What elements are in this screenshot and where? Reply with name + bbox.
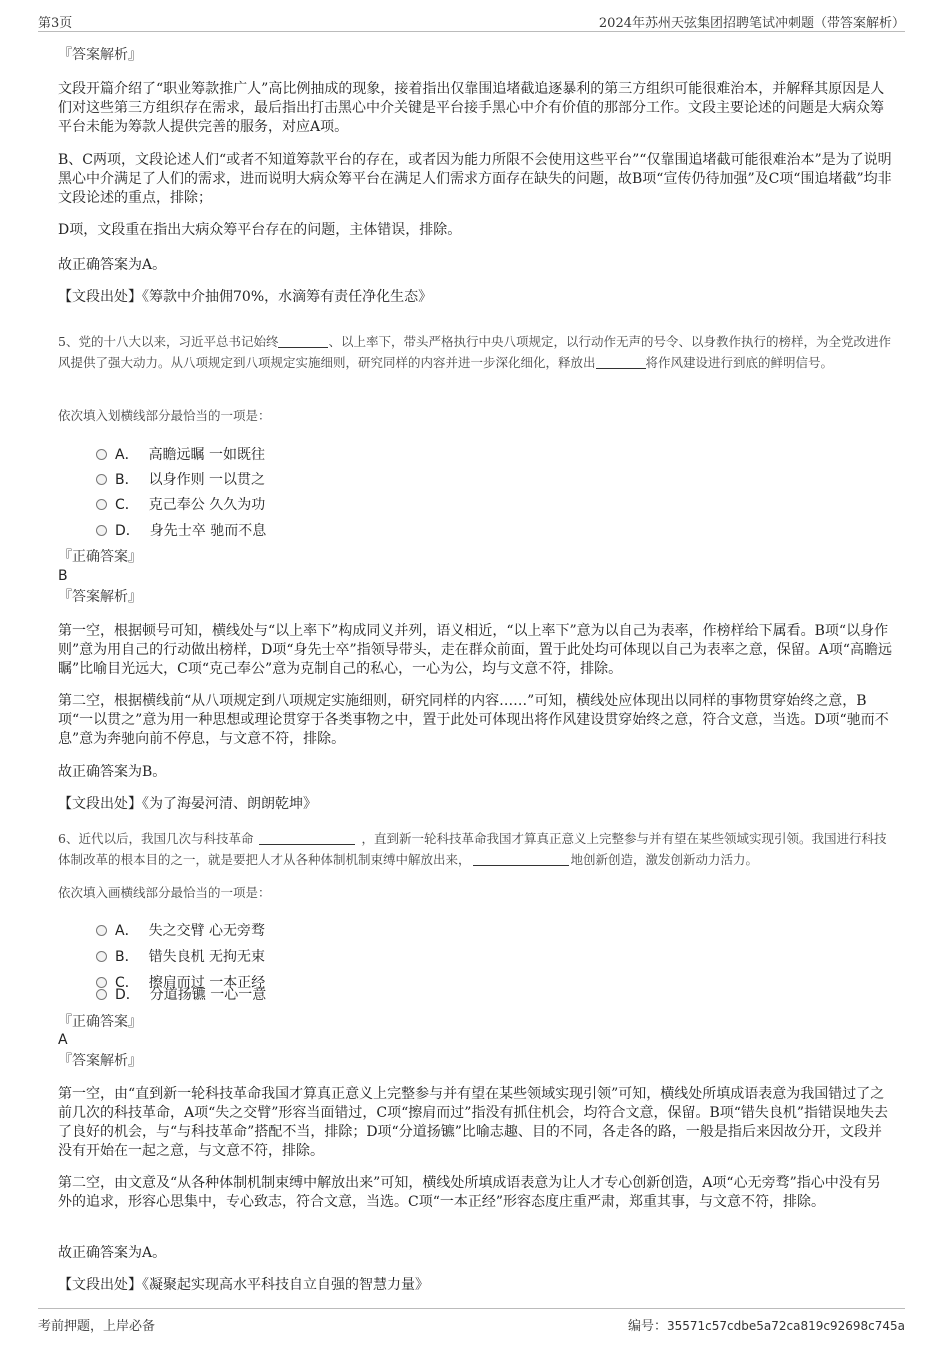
q5-option-a[interactable]: A． 高瞻远瞩 一如既往 <box>96 444 265 464</box>
q6-answer-label: 『正确答案』 <box>58 1014 142 1030</box>
page-footer <box>38 1308 905 1334</box>
radio-button[interactable] <box>96 989 107 1000</box>
q6-analysis-label: 『答案解析』 <box>58 1053 142 1069</box>
radio-button[interactable] <box>96 925 107 936</box>
radio-button[interactable] <box>96 449 107 460</box>
q5-option-d[interactable]: D． 身先士卒 驰而不息 <box>96 520 266 540</box>
q5-prompt: 依次填入划横线部分最恰当的一项是： <box>58 408 271 423</box>
q5-analysis-label: 『答案解析』 <box>58 589 142 605</box>
page-header <box>38 10 905 32</box>
radio-button[interactable] <box>96 499 107 510</box>
blank-line <box>473 852 569 866</box>
radio-button[interactable] <box>96 525 107 536</box>
q6-analysis-para2: 第二空，由文意及“从各种体制机制束缚中解放出来”可知，横线处所填成语表意为让人才专心创新创造，A项“心无旁骛”指心中没有另外的追求，形容心思集中，专心致志，符合文意，当选。C项“一本正经”形容态度庄重严肃，郑重其事，与文意不符，排除。 <box>58 1175 881 1210</box>
document-title: 2024年苏州天弦集团招聘笔试冲刺题（带答案解析） <box>598 16 905 31</box>
q5-option-b[interactable]: B． 以身作则 一以贯之 <box>96 469 265 489</box>
q6-source: 【文段出处】《凝聚起实现高水平科技自立自强的智慧力量》 <box>58 1277 429 1293</box>
q5-source: 【文段出处】《为了海晏河清、朗朗乾坤》 <box>58 796 317 812</box>
q5-analysis-para1: 第一空，根据顿号可知，横线处与“以上率下”构成同义并列，语义相近，“以上率下”意为以自己为表率，作榜样给下属看。B项“以身作则”意为用自己的行动做出榜样，D项“身先士卒”指领导带头，走在群众前面，置于此处均可体现以自己为表率之意，保留。A项“高瞻远瞩”比喻目光远大，C项“克己奉公”意为克制自己的私心，一心为公，均与文意不符，排除。 <box>58 623 892 677</box>
q5-analysis-para2: 第二空，根据横线前“从八项规定到八项规定实施细则，研究同样的内容……”可知，横线处应体现出以同样的事物贯穿始终之意，B项“一以贯之”意为用一种思想或理论贯穿于各类事物之中，置于此处可体现出将作风建设贯穿始终之意，符合文意，当选。D项“驰而不息”意为奔驰向前不停息，与文意不符，排除。 <box>58 693 889 747</box>
q6-conclusion: 故正确答案为A。 <box>58 1245 167 1261</box>
radio-button[interactable] <box>96 951 107 962</box>
q5-stem: 5、党的十八大以来，习近平总书记始终 、以上率下，带头严格执行中央八项规定，以行动作无声的号令、以身教作执行的榜样，为全党改进作风提供了强大动力。从八项规定到八项规定实施细则，研究同样的内容并进一步深化细化，释放出 将作风建设进行到底的鲜明信号。 <box>58 334 891 370</box>
blank-line <box>278 334 328 348</box>
page-number: 第3页 <box>38 16 73 31</box>
footer-slogan: 考前押题，上岸必备 <box>38 1319 156 1334</box>
q5-answer-label: 『正确答案』 <box>58 549 142 565</box>
q4-source: 【文段出处】《筹款中介抽佣70%，水滴筹有责任净化生态》 <box>58 289 433 305</box>
q4-conclusion: 故正确答案为A。 <box>58 257 167 273</box>
q6-option-a[interactable]: A． 失之交臂 心无旁骛 <box>96 920 265 940</box>
blank-line <box>259 831 355 845</box>
q4-analysis-label: 『答案解析』 <box>58 47 142 63</box>
q6-option-d[interactable]: D． 分道扬镳 一心一意 <box>96 984 266 1004</box>
q6-answer: A <box>58 1032 68 1048</box>
document-code: 编号：35571c57cdbe5a72ca819c92698c745a <box>627 1319 905 1334</box>
q6-stem: 6、近代以后，我国几次与科技革命 ，直到新一轮科技革命我国才算真正意义上完整参与并有望在某些领域实现引领。我国进行科技体制改革的根本目的之一，就是要把人才从各种体制机制束缚中解放出来， 地创新创造，激发创新动力活力。 <box>58 831 887 867</box>
q6-option-c[interactable]: C． 擦肩而过 一本正经 <box>96 972 265 992</box>
q6-analysis-para1: 第一空，由“直到新一轮科技革命我国才算真正意义上完整参与并有望在某些领域实现引领”可知，横线处所填成语表意为我国错过了之前几次的科技革命，A项“失之交臂”形容当面错过，C项“擦肩而过”指没有抓住机会，均符合文意，保留。B项“错失良机”指错误地失去了良好的机会，与“与科技革命”搭配不当，排除；D项“分道扬镳”比喻志趣、目的不同，各走各的路，一般是指后来因故分开，文段并没有开始在一起之意，与文意不符，排除。 <box>58 1086 889 1159</box>
q4-analysis-para2: B、C两项，文段论述人们“或者不知道筹款平台的存在，或者因为能力所限不会使用这些平台”“仅靠围追堵截可能很难治本”是为了说明黑心中介满足了人们的需求，进而说明大病众筹平台在满足人们需求方面存在缺失的问题，故B项“宣传仍待加强”及C项“围追堵截”均非文段论述的重点，排除； <box>58 152 892 206</box>
q4-analysis-para3: D项，文段重在指出大病众筹平台存在的问题，主体错误，排除。 <box>58 222 462 238</box>
q5-answer: B <box>58 568 68 584</box>
q5-conclusion: 故正确答案为B。 <box>58 764 167 780</box>
q6-prompt: 依次填入画横线部分最恰当的一项是： <box>58 885 271 900</box>
q6-option-b[interactable]: B． 错失良机 无拘无束 <box>96 946 265 966</box>
q5-option-c[interactable]: C． 克己奉公 久久为功 <box>96 494 265 514</box>
radio-button[interactable] <box>96 474 107 485</box>
blank-line <box>596 355 646 369</box>
q4-analysis-para1: 文段开篇介绍了“职业筹款推广人”高比例抽成的现象，接着指出仅靠围追堵截追逐暴利的第三方组织可能很难治本，并解释其原因是人们对这些第三方组织存在需求，最后指出打击黑心中介关键是平台接手黑心中介有价值的那部分工作。文段主要论述的问题是大病众筹平台未能为筹款人提供完善的服务，对应A项。 <box>58 81 885 135</box>
